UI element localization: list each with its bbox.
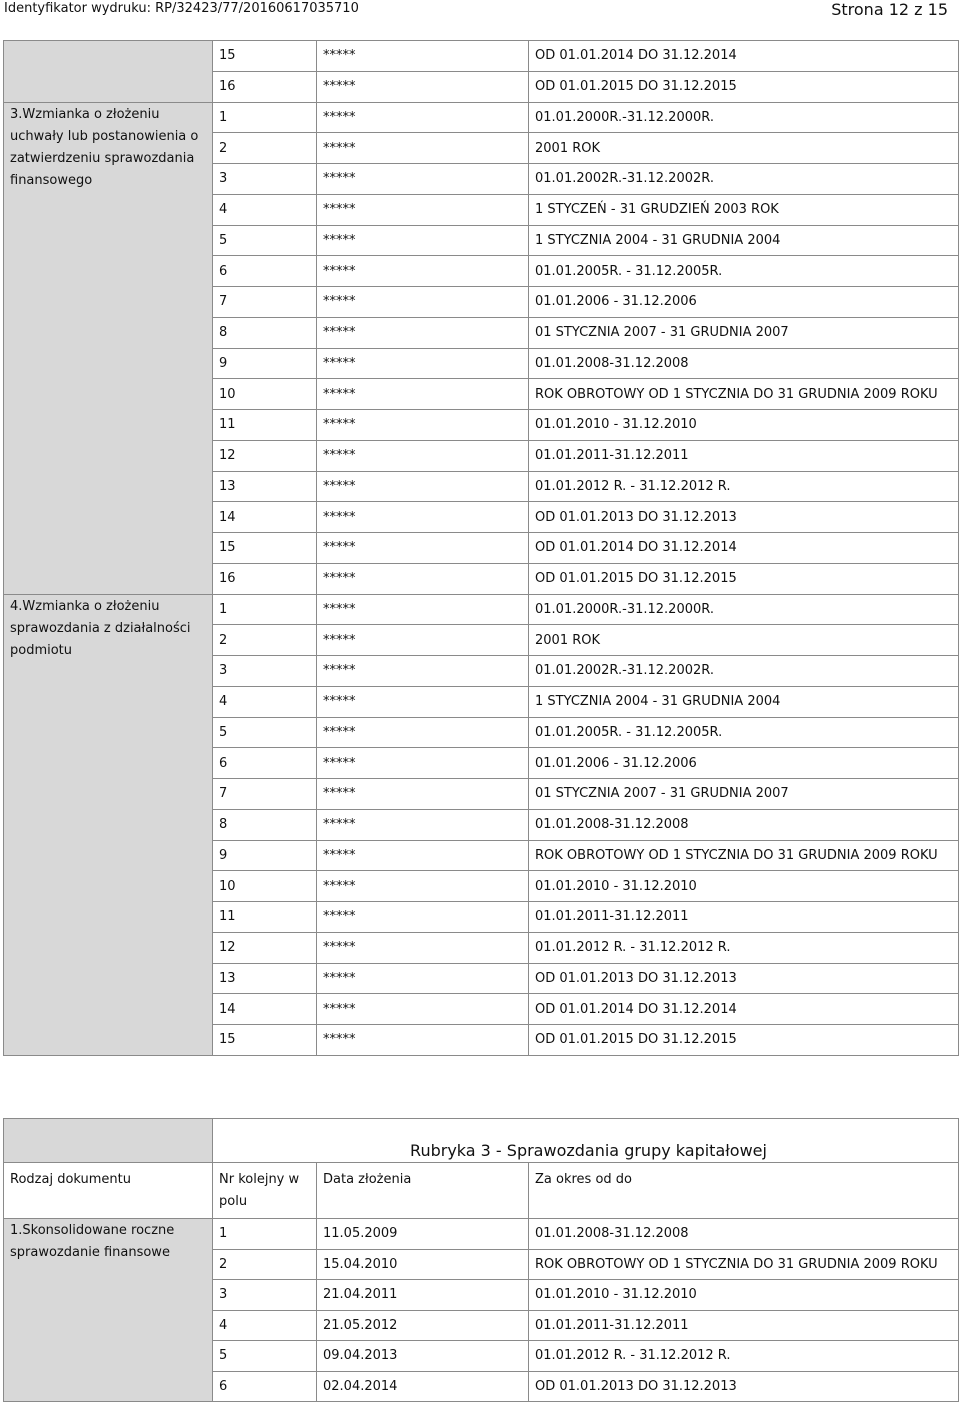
row-number: 9	[213, 840, 317, 871]
table-row	[4, 41, 959, 72]
masked-value: *****	[317, 194, 529, 225]
masked-value: *****	[317, 656, 529, 687]
row-number: 9	[213, 348, 317, 379]
row-number: 10	[213, 871, 317, 902]
row-number: 6	[213, 748, 317, 779]
period-value: OD 01.01.2013 DO 31.12.2013	[529, 502, 959, 533]
masked-value: *****	[317, 594, 529, 625]
masked-value: *****	[317, 840, 529, 871]
row-number: 2	[213, 133, 317, 164]
period-value: 01.01.2006 - 31.12.2006	[529, 748, 959, 779]
period-value: 01 STYCZNIA 2007 - 31 GRUDNIA 2007	[529, 779, 959, 810]
row-number: 1	[213, 1219, 317, 1250]
period-value: 01.01.2010 - 31.12.2010	[529, 871, 959, 902]
period-value: 1 STYCZEŃ - 31 GRUDZIEŃ 2003 ROK	[529, 194, 959, 225]
row-number: 6	[213, 256, 317, 287]
masked-value: *****	[317, 440, 529, 471]
row-number: 4	[213, 686, 317, 717]
masked-value: *****	[317, 471, 529, 502]
period-value: OD 01.01.2014 DO 31.12.2014	[529, 41, 959, 72]
row-number: 14	[213, 502, 317, 533]
masked-value: *****	[317, 686, 529, 717]
submission-date: 21.04.2011	[317, 1280, 529, 1311]
period-value: 01.01.2012 R. - 31.12.2012 R.	[529, 471, 959, 502]
row-number: 7	[213, 779, 317, 810]
period-value: 01.01.2011-31.12.2011	[529, 902, 959, 933]
period-value: OD 01.01.2013 DO 31.12.2013	[529, 1371, 959, 1402]
period-value: 01.01.2002R.-31.12.2002R.	[529, 656, 959, 687]
period-value: 01.01.2002R.-31.12.2002R.	[529, 164, 959, 195]
submission-date: 11.05.2009	[317, 1219, 529, 1250]
masked-value: *****	[317, 871, 529, 902]
submission-date: 02.04.2014	[317, 1371, 529, 1402]
row-number: 12	[213, 932, 317, 963]
records-table	[3, 40, 959, 1056]
column-header-date: Data złożenia	[317, 1163, 529, 1219]
row-number: 8	[213, 317, 317, 348]
masked-value: *****	[317, 779, 529, 810]
period-value: 1 STYCZNIA 2004 - 31 GRUDNIA 2004	[529, 225, 959, 256]
masked-value: *****	[317, 625, 529, 656]
masked-value: *****	[317, 71, 529, 102]
masked-value: *****	[317, 809, 529, 840]
row-number: 6	[213, 1371, 317, 1402]
masked-value: *****	[317, 533, 529, 564]
period-value: 01.01.2005R. - 31.12.2005R.	[529, 256, 959, 287]
period-value: OD 01.01.2015 DO 31.12.2015	[529, 563, 959, 594]
row-number: 15	[213, 533, 317, 564]
row-number: 15	[213, 41, 317, 72]
period-value: 01.01.2005R. - 31.12.2005R.	[529, 717, 959, 748]
rubryka-title: Rubryka 3 - Sprawozdania grupy kapitałowej	[213, 1119, 959, 1163]
masked-value: *****	[317, 902, 529, 933]
row-number: 1	[213, 102, 317, 133]
period-value: OD 01.01.2013 DO 31.12.2013	[529, 963, 959, 994]
masked-value: *****	[317, 748, 529, 779]
row-number: 15	[213, 1025, 317, 1056]
section-continuation-cell	[4, 41, 213, 103]
row-number: 3	[213, 656, 317, 687]
row-number: 14	[213, 994, 317, 1025]
masked-value: *****	[317, 164, 529, 195]
table-row	[4, 1219, 959, 1250]
row-number: 11	[213, 410, 317, 441]
masked-value: *****	[317, 287, 529, 318]
row-number: 16	[213, 563, 317, 594]
table-row	[4, 102, 959, 133]
masked-value: *****	[317, 994, 529, 1025]
period-value: 01.01.2010 - 31.12.2010	[529, 1280, 959, 1311]
period-value: ROK OBROTOWY OD 1 STYCZNIA DO 31 GRUDNIA 2009 ROKU	[529, 379, 959, 410]
row-number: 13	[213, 963, 317, 994]
row-number: 11	[213, 902, 317, 933]
period-value: OD 01.01.2015 DO 31.12.2015	[529, 71, 959, 102]
masked-value: *****	[317, 348, 529, 379]
masked-value: *****	[317, 932, 529, 963]
group-reports-table	[3, 1118, 959, 1402]
period-value: 01.01.2010 - 31.12.2010	[529, 410, 959, 441]
masked-value: *****	[317, 133, 529, 164]
masked-value: *****	[317, 225, 529, 256]
masked-value: *****	[317, 717, 529, 748]
masked-value: *****	[317, 41, 529, 72]
period-value: OD 01.01.2014 DO 31.12.2014	[529, 533, 959, 564]
masked-value: *****	[317, 410, 529, 441]
period-value: 1 STYCZNIA 2004 - 31 GRUDNIA 2004	[529, 686, 959, 717]
period-value: 01.01.2008-31.12.2008	[529, 348, 959, 379]
row-number: 10	[213, 379, 317, 410]
page-number: Strona 12 z 15	[831, 0, 948, 19]
caption-left-cell	[4, 1119, 213, 1163]
masked-value: *****	[317, 317, 529, 348]
column-header-number: Nr kolejny w polu	[213, 1163, 317, 1219]
row-number: 1	[213, 594, 317, 625]
period-value: 01.01.2011-31.12.2011	[529, 440, 959, 471]
row-number: 3	[213, 1280, 317, 1311]
column-header-period: Za okres od do	[529, 1163, 959, 1219]
period-value: OD 01.01.2014 DO 31.12.2014	[529, 994, 959, 1025]
period-value: ROK OBROTOWY OD 1 STYCZNIA DO 31 GRUDNIA 2009 ROKU	[529, 1249, 959, 1280]
period-value: 01.01.2006 - 31.12.2006	[529, 287, 959, 318]
row-number: 8	[213, 809, 317, 840]
period-value: 01 STYCZNIA 2007 - 31 GRUDNIA 2007	[529, 317, 959, 348]
row-number: 13	[213, 471, 317, 502]
row-number: 4	[213, 1310, 317, 1341]
section-4-label: 4.Wzmianka o złożeniu sprawozdania z działalności podmiotu	[4, 594, 213, 1055]
print-identifier: Identyfikator wydruku: RP/32423/77/20160617035710	[4, 1, 359, 16]
group-section-label: 1.Skonsolidowane roczne sprawozdanie finansowe	[4, 1219, 213, 1402]
masked-value: *****	[317, 502, 529, 533]
row-number: 3	[213, 164, 317, 195]
period-value: 2001 ROK	[529, 625, 959, 656]
row-number: 7	[213, 287, 317, 318]
masked-value: *****	[317, 256, 529, 287]
print-header	[0, 0, 960, 24]
period-value: ROK OBROTOWY OD 1 STYCZNIA DO 31 GRUDNIA 2009 ROKU	[529, 840, 959, 871]
row-number: 2	[213, 1249, 317, 1280]
submission-date: 21.05.2012	[317, 1310, 529, 1341]
masked-value: *****	[317, 963, 529, 994]
period-value: 01.01.2011-31.12.2011	[529, 1310, 959, 1341]
row-number: 4	[213, 194, 317, 225]
masked-value: *****	[317, 102, 529, 133]
row-number: 2	[213, 625, 317, 656]
period-value: 01.01.2000R.-31.12.2000R.	[529, 102, 959, 133]
period-value: 01.01.2000R.-31.12.2000R.	[529, 594, 959, 625]
row-number: 5	[213, 225, 317, 256]
period-value: 2001 ROK	[529, 133, 959, 164]
masked-value: *****	[317, 563, 529, 594]
row-number: 12	[213, 440, 317, 471]
period-value: 01.01.2012 R. - 31.12.2012 R.	[529, 932, 959, 963]
column-header-doc-type: Rodzaj dokumentu	[4, 1163, 213, 1219]
period-value: 01.01.2012 R. - 31.12.2012 R.	[529, 1341, 959, 1372]
period-value: OD 01.01.2015 DO 31.12.2015	[529, 1025, 959, 1056]
table-row	[4, 594, 959, 625]
row-number: 5	[213, 717, 317, 748]
submission-date: 15.04.2010	[317, 1249, 529, 1280]
row-number: 5	[213, 1341, 317, 1372]
period-value: 01.01.2008-31.12.2008	[529, 809, 959, 840]
masked-value: *****	[317, 1025, 529, 1056]
submission-date: 09.04.2013	[317, 1341, 529, 1372]
section-3-label: 3.Wzmianka o złożeniu uchwały lub postanowienia o zatwierdzeniu sprawozdania finansowego	[4, 102, 213, 594]
period-value: 01.01.2008-31.12.2008	[529, 1219, 959, 1250]
row-number: 16	[213, 71, 317, 102]
masked-value: *****	[317, 379, 529, 410]
